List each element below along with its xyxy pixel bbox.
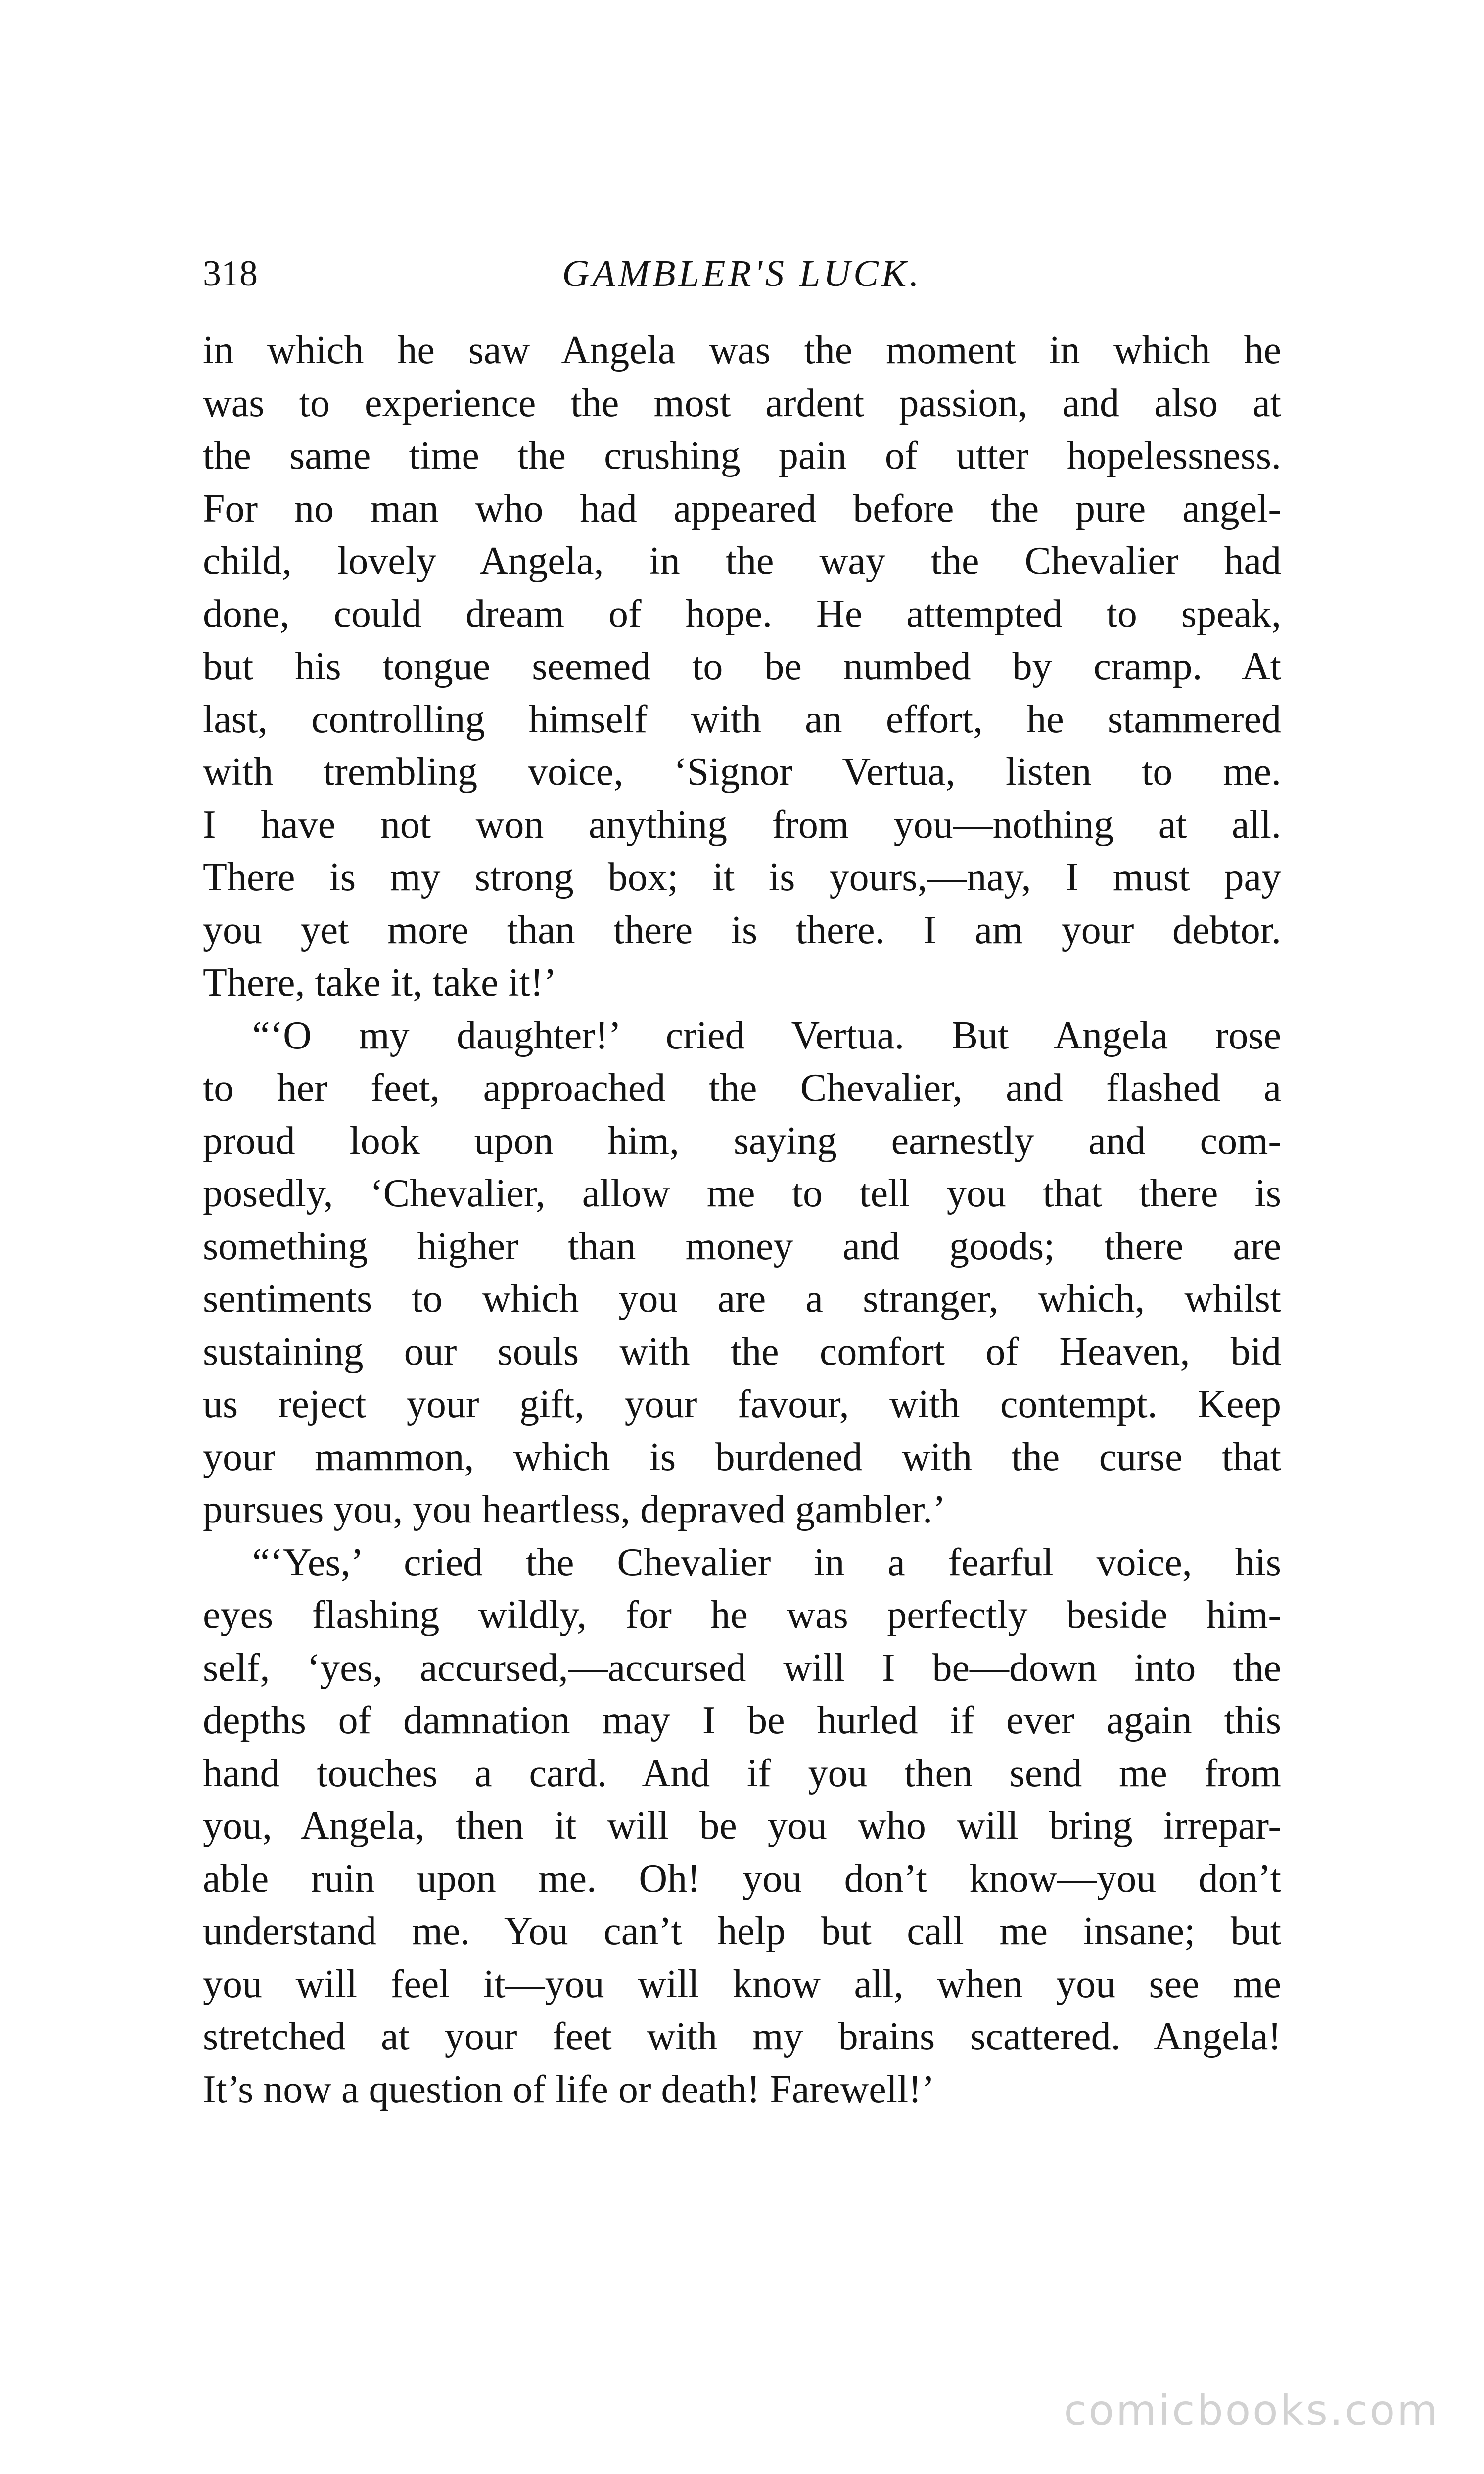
text-line: the same time the crushing pain of utter hopelessness. (203, 434, 1281, 477)
text-line: sustaining our souls with the comfort of Heaven, bid (203, 1330, 1281, 1374)
text-line: you will feel it—you will know all, when you see me (203, 1962, 1281, 2006)
text-line: pursues you, you heartless, depraved gambler.’ (203, 1488, 946, 1531)
text-line: you yet more than there is there. I am your debtor. (203, 908, 1281, 952)
text-line: something higher than money and goods; there are (203, 1224, 1281, 1268)
text-line: self, ‘yes, accursed,—accursed will I be—down into the (203, 1646, 1281, 1690)
text-line: to her feet, approached the Chevalier, and flashed a (203, 1066, 1281, 1110)
page-number: 318 (203, 253, 258, 294)
text-line: last, controlling himself with an effort, he stammered (203, 697, 1281, 741)
text-line: eyes flashing wildly, for he was perfectly beside him- (203, 1593, 1281, 1637)
text-line: child, lovely Angela, in the way the Chevalier had (203, 539, 1281, 583)
body-text (203, 324, 1281, 2116)
text-line: It’s now a question of life or death! Farewell!’ (203, 2067, 935, 2111)
running-head (203, 246, 1281, 301)
text-line: I have not won anything from you—nothing at all. (203, 803, 1281, 847)
running-title: GAMBLER'S LUCK. (562, 253, 922, 294)
text-line: stretched at your feet with my brains scattered. Angela! (203, 2015, 1281, 2058)
text-line: “‘Yes,’ cried the Chevalier in a fearful voice, his (252, 1540, 1281, 1584)
text-line: in which he saw Angela was the moment in which he (203, 329, 1281, 372)
text-line: For no man who had appeared before the pure angel- (203, 486, 1281, 530)
text-line: sentiments to which you are a stranger, which, whilst (203, 1277, 1281, 1321)
watermark: comicbooks.com (1064, 2386, 1439, 2434)
text-line: was to experience the most ardent passion, and also at (203, 381, 1281, 425)
text-line: understand me. You can’t help but call me insane; but (203, 1909, 1281, 1953)
text-line: There is my strong box; it is yours,—nay, I must pay (203, 856, 1281, 899)
text-line: hand touches a card. And if you then send me from (203, 1751, 1281, 1795)
text-line: with trembling voice, ‘Signor Vertua, listen to me. (203, 750, 1281, 794)
text-line: your mammon, which is burdened with the curse that (203, 1435, 1281, 1479)
text-line: depths of damnation may I be hurled if ever again this (203, 1699, 1281, 1742)
text-line: “‘O my daughter!’ cried Vertua. But Angela rose (252, 1013, 1281, 1057)
text-line: proud look upon him, saying earnestly and com- (203, 1119, 1281, 1163)
text-line: able ruin upon me. Oh! you don’t know—you don’t (203, 1856, 1281, 1901)
text-line: posedly, ‘Chevalier, allow me to tell you that there is (203, 1172, 1281, 1215)
text-line: you, Angela, then it will be you who will bring irrepar- (203, 1804, 1281, 1848)
text-line: us reject your gift, your favour, with contempt. Keep (203, 1382, 1281, 1426)
text-line: There, take it, take it!’ (203, 961, 557, 1004)
text-line: but his tongue seemed to be numbed by cramp. At (203, 645, 1281, 688)
text-line: done, could dream of hope. He attempted to speak, (203, 592, 1281, 636)
